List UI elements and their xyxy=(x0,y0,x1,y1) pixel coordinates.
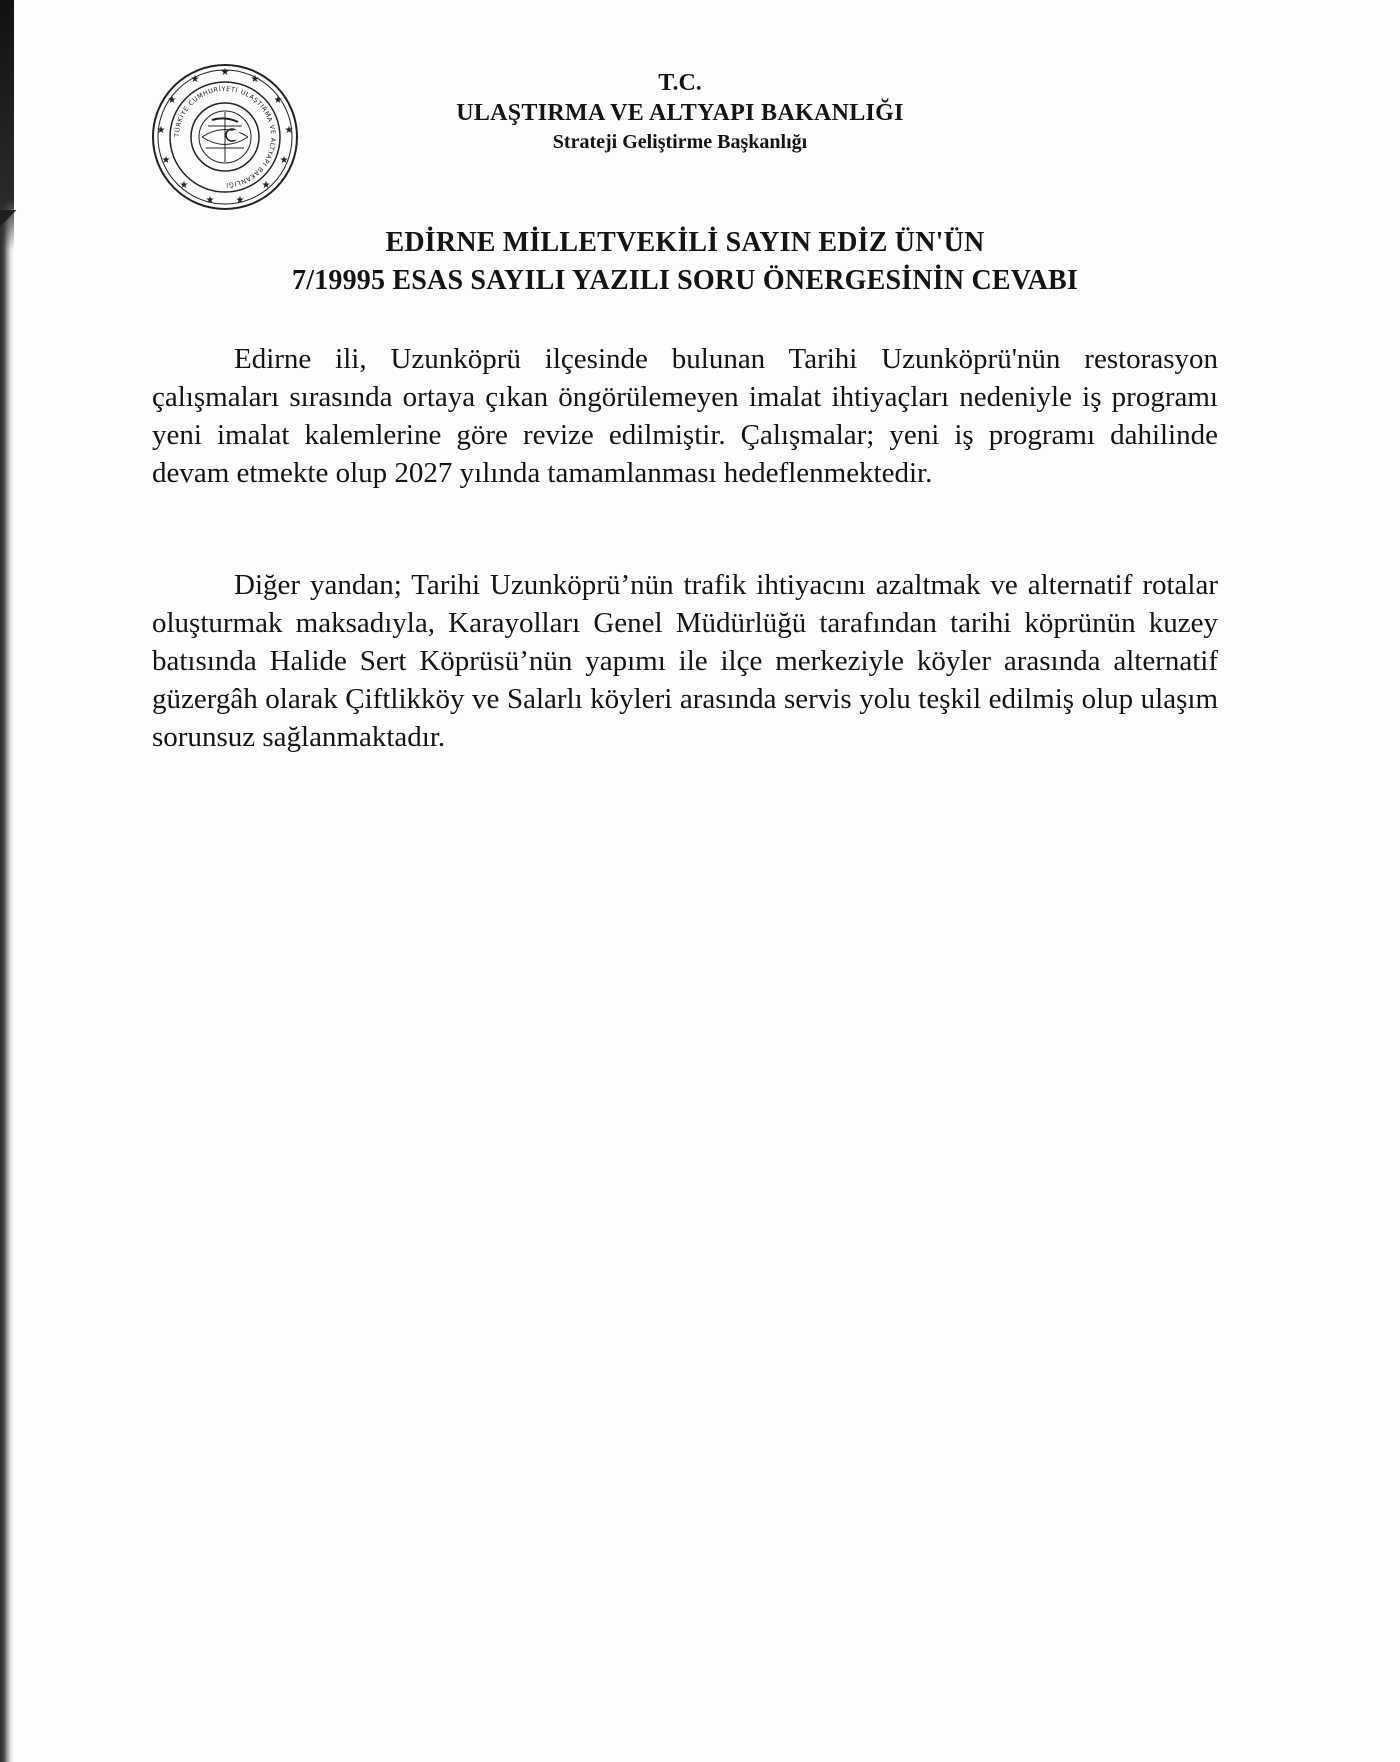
ministry-seal-icon xyxy=(150,62,300,212)
svg-text:★: ★ xyxy=(250,74,260,85)
svg-text:★: ★ xyxy=(167,95,177,106)
svg-text:★: ★ xyxy=(190,74,200,85)
scan-edge-shadow xyxy=(0,0,14,1762)
seal-text: TÜRKİYE CUMHURİYETİ ULAŞTIRMA VE ALTYAPI BAKANLIĞI xyxy=(172,84,278,190)
svg-text:★: ★ xyxy=(235,195,245,206)
svg-text:★: ★ xyxy=(156,125,166,136)
ministry-name: ULAŞTIRMA VE ALTYAPI BAKANLIĞI xyxy=(456,100,904,126)
svg-text:★: ★ xyxy=(220,67,230,78)
body-paragraph-1: Edirne ili, Uzunköprü ilçesinde bulunan Tarihi Uzunköprü'nün restorasyon çalışmaları sırasında ortaya çıkan öngörülemeyen imalat ihtiyaçları nedeniyle iş programı yeni imalat kalemlerine göre revize edilmiştir. Çalışmalar; yeni iş programı dahilinde devam etmekte olup 2027 yılında tamamlanması hedeflenmektedir. xyxy=(152,343,1218,489)
title-line-1: EDİRNE MİLLETVEKİLİ SAYIN EDİZ ÜN'ÜN xyxy=(385,227,985,258)
svg-text:★: ★ xyxy=(273,95,283,106)
title-line-2: 7/19995 ESAS SAYILI YAZILI SORU ÖNERGESİNİN CEVABI xyxy=(292,265,1078,296)
department-name: Strateji Geliştirme Başkanlığı xyxy=(552,131,808,153)
svg-text:★: ★ xyxy=(205,195,215,206)
svg-text:★: ★ xyxy=(161,155,171,166)
svg-text:★: ★ xyxy=(179,180,189,191)
country-abbrev: T.C. xyxy=(658,70,702,96)
svg-text:★: ★ xyxy=(261,180,271,191)
body-paragraph-2: Diğer yandan; Tarihi Uzunköprü’nün trafik ihtiyacını azaltmak ve alternatif rotalar oluşturmak maksadıyla, Karayolları Genel Müdürlüğü tarafından tarihi köprünün kuzey batısında Halide Sert Köprüsü’nün yapımı ile ilçe merkeziyle köyler arasında alternatif güzergâh olarak Çiftlikköy ve Salarlı köyleri arasında servis yolu teşkil edilmiş olup ulaşım sorunsuz sağlanmaktadır. xyxy=(152,569,1218,753)
svg-text:★: ★ xyxy=(284,125,294,136)
svg-text:★: ★ xyxy=(279,155,289,166)
page-fold xyxy=(0,210,40,250)
document-title xyxy=(150,224,1220,300)
letterhead xyxy=(380,68,980,156)
